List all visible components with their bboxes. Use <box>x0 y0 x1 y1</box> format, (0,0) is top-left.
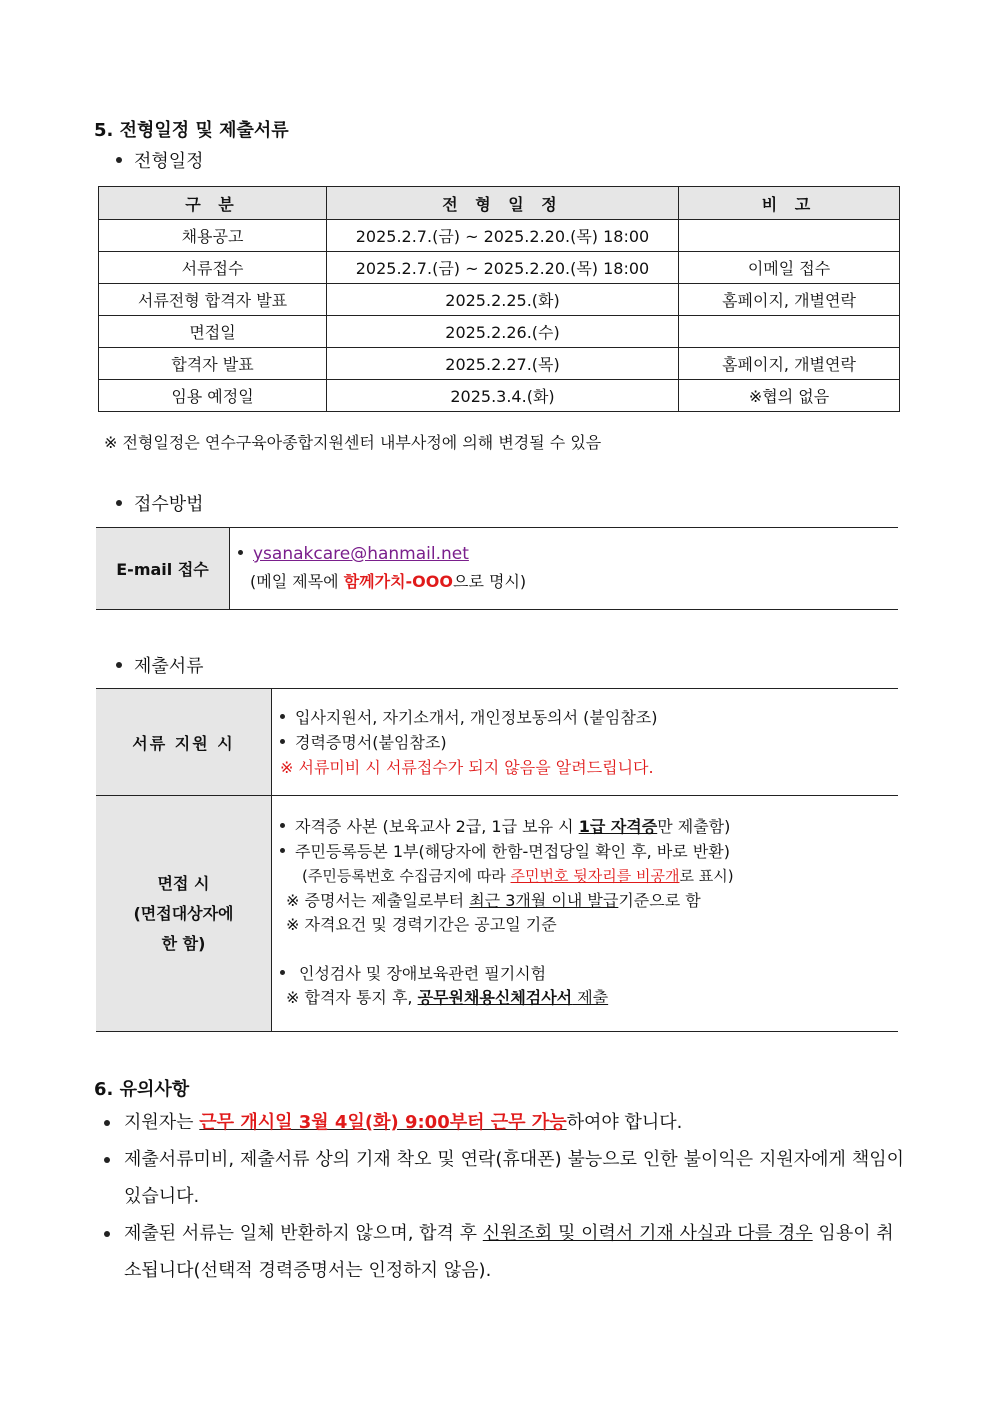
label-line: (면접대상자에 <box>133 903 234 923</box>
bullet-icon <box>116 500 122 506</box>
docs-interview-label <box>96 796 272 1031</box>
text: 로 표시) <box>679 867 734 885</box>
subheading-docs-label: 제출서류 <box>134 656 204 677</box>
bullet-icon <box>280 823 285 828</box>
schedule-note: ※ 전형일정은 연수구육아종합지원센터 내부사정에 의해 변경될 수 있음 <box>104 433 602 452</box>
text: (주민등록번호 수집금지에 따라 <box>302 867 511 885</box>
text: 주민등록등본 1부(해당자에 한함-면접당일 확인 후, 바로 반환) <box>295 841 730 861</box>
receipt-content <box>238 540 526 596</box>
bullet-icon <box>280 714 285 719</box>
cell-note <box>679 316 900 348</box>
text-underline: 제출 <box>572 988 609 1007</box>
list-item <box>280 730 658 755</box>
bullet-icon <box>238 550 243 555</box>
subject-value: 함께가치-OOO <box>343 572 453 591</box>
list-item <box>280 705 658 730</box>
cell-note: ※협의 없음 <box>679 380 900 412</box>
header-date: 전 형 일 정 <box>327 187 679 220</box>
text: 만 제출함) <box>657 817 731 836</box>
cell-date: 2025.2.7.(금) ~ 2025.2.20.(목) 18:00 <box>327 252 679 284</box>
text-red: 주민번호 뒷자리를 비공개 <box>510 867 680 885</box>
receipt-box <box>96 527 898 610</box>
docs-apply-label: 서류 지원 시 <box>96 689 272 795</box>
text: 자격증 사본 (보육교사 2급, 1급 보유 시 <box>295 817 579 836</box>
table-header-row <box>99 187 900 220</box>
section-5-title: 5. 전형일정 및 제출서류 <box>94 120 289 141</box>
cell-date: 2025.2.26.(수) <box>327 316 679 348</box>
table-row <box>99 380 900 412</box>
receipt-label: E-mail 접수 <box>96 528 230 609</box>
text-bold: 1급 자격증 <box>578 817 658 836</box>
subject-prefix: (메일 제목에 <box>250 572 344 591</box>
bullet-icon <box>280 739 285 744</box>
list-item <box>104 1141 904 1215</box>
table-row <box>99 220 900 252</box>
list-item-text: 경력증명서(붙임참조) <box>295 733 447 752</box>
list-subline: ※ 자격요건 및 경력기간은 공고일 기준 <box>286 915 557 934</box>
subject-suffix: 으로 명시) <box>452 572 527 591</box>
list-subline <box>280 889 734 914</box>
subheading-schedule-label: 전형일정 <box>134 151 204 172</box>
cell-item: 서류전형 합격자 발표 <box>99 284 327 316</box>
list-item-text: 입사지원서, 자기소개서, 개인정보동의서 (붙임참조) <box>295 708 658 727</box>
list-item <box>280 962 734 987</box>
table-row <box>99 284 900 316</box>
list-item <box>104 1215 904 1289</box>
list-item <box>104 1104 904 1141</box>
label-line: 한 함) <box>161 933 206 953</box>
email-link[interactable]: ysanakcare@hanmail.net <box>253 544 469 564</box>
header-category: 구 분 <box>99 187 327 220</box>
cell-date: 2025.3.4.(화) <box>327 380 679 412</box>
text: 임용이 취소됩니다(선택적 경력증명서는 인정하지 않음). <box>124 1223 894 1281</box>
cell-item: 임용 예정일 <box>99 380 327 412</box>
text: ※ 합격자 통지 후, <box>286 988 418 1007</box>
bullet-icon <box>104 1120 110 1126</box>
cell-item: 채용공고 <box>99 220 327 252</box>
list-item <box>280 840 734 865</box>
cell-note: 이메일 접수 <box>679 252 900 284</box>
list-subline <box>280 864 734 889</box>
cell-date: 2025.2.7.(금) ~ 2025.2.20.(목) 18:00 <box>327 220 679 252</box>
docs-apply-content <box>280 705 658 780</box>
bullet-icon <box>280 848 285 853</box>
cautions-list <box>104 1104 904 1289</box>
cell-date: 2025.2.27.(목) <box>327 348 679 380</box>
subheading-receipt-label: 접수방법 <box>134 494 204 515</box>
section-6-title: 6. 유의사항 <box>94 1079 190 1100</box>
text: 기준으로 함 <box>618 890 701 910</box>
apply-warning: ※ 서류미비 시 서류접수가 되지 않음을 알려드립니다. <box>280 758 654 777</box>
bullet-icon <box>104 1231 110 1237</box>
schedule-table <box>98 186 900 412</box>
text-underline: 최근 3개월 이내 발급 <box>469 890 619 910</box>
docs-interview-content <box>280 815 734 1011</box>
bullet-icon <box>116 157 122 163</box>
text-bold: 공무원채용신체검사서 <box>417 988 573 1007</box>
text: 하여야 합니다. <box>566 1112 683 1133</box>
text: 제출서류미비, 제출서류 상의 기재 착오 및 연락(휴대폰) 불능으로 인한 불이익은 지원자에게 책임이 있습니다. <box>124 1149 904 1207</box>
header-note: 비 고 <box>679 187 900 220</box>
subheading-receipt <box>116 490 204 516</box>
subheading-docs <box>116 652 204 678</box>
cell-note: 홈페이지, 개별연락 <box>679 284 900 316</box>
bullet-icon <box>116 662 122 668</box>
text-red: 근무 개시일 3월 4일(화) 9:00부터 근무 가능 <box>199 1112 567 1133</box>
cell-note: 홈페이지, 개별연락 <box>679 348 900 380</box>
label-line: 면접 시 <box>157 873 210 893</box>
list-item <box>280 815 734 840</box>
text: 제출된 서류는 일체 반환하지 않으며, 합격 후 <box>124 1223 483 1244</box>
table-row <box>99 252 900 284</box>
table-row <box>99 316 900 348</box>
cell-item: 면접일 <box>99 316 327 348</box>
list-subline <box>280 986 734 1011</box>
bullet-icon <box>280 970 285 975</box>
text-underline: 신원조회 및 이력서 기재 사실과 다를 경우 <box>482 1223 813 1244</box>
cell-date: 2025.2.25.(화) <box>327 284 679 316</box>
table-row <box>99 348 900 380</box>
bullet-icon <box>104 1157 110 1163</box>
text: 인성검사 및 장애보육관련 필기시험 <box>299 963 547 983</box>
receipt-email-line <box>238 540 526 568</box>
spacer <box>280 938 734 962</box>
subheading-schedule <box>116 147 204 173</box>
text: 지원자는 <box>124 1112 200 1133</box>
cell-item: 서류접수 <box>99 252 327 284</box>
cell-item: 합격자 발표 <box>99 348 327 380</box>
documents-box <box>96 688 898 1032</box>
text: ※ 증명서는 제출일로부터 <box>286 890 470 910</box>
receipt-subject-line <box>238 568 526 596</box>
cell-note <box>679 220 900 252</box>
